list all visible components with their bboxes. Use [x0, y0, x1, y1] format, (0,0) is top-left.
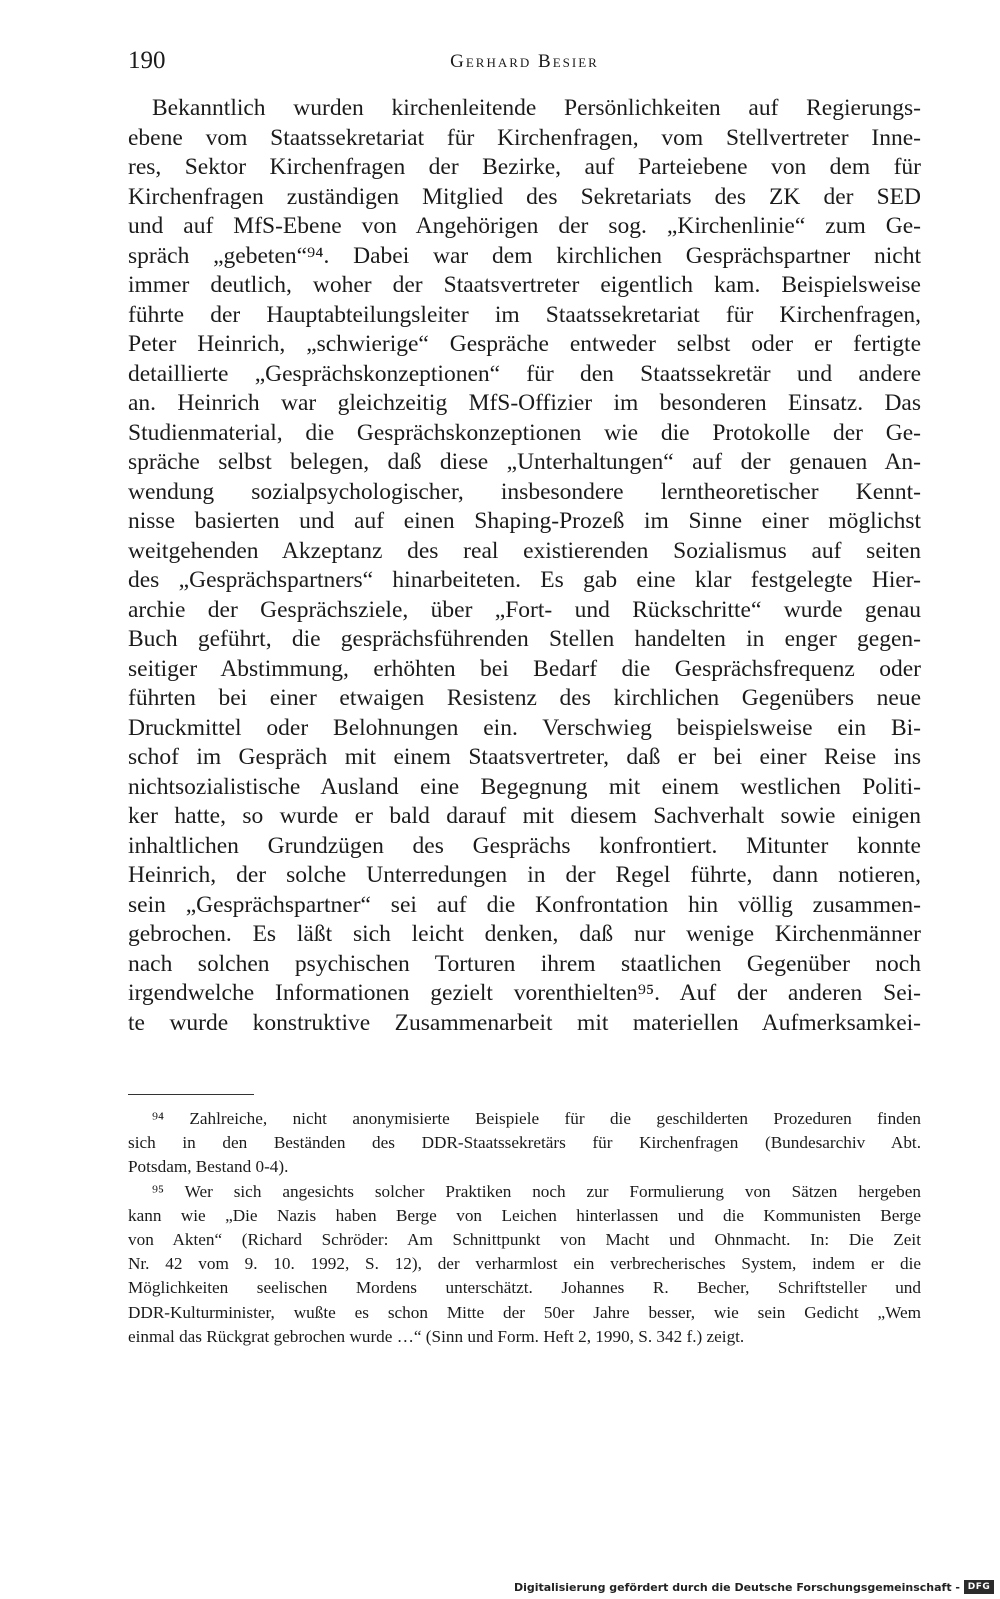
running-head: Gerhard Besier [450, 51, 599, 72]
body-line: Peter Heinrich, „schwierige“ Gespräche entweder selbst oder er fertigte [128, 331, 921, 357]
body-line: wendung sozialpsychologischer, insbesondere lerntheoretischer Kennt- [128, 478, 921, 505]
dfg-logo-icon: DFG [964, 1580, 994, 1594]
body-line: führten bei einer etwaigen Resistenz des kirchlichen Gegenübers neue [128, 685, 921, 711]
body-line: nach solchen psychischen Torturen ihrem staatlichen Gegenüber noch [128, 950, 921, 977]
footnote-line: ⁹⁴ Zahlreiche, nicht anonymisierte Beispiele für die geschilderten Prozeduren finden [152, 1109, 921, 1128]
footnote-line: ⁹⁵ Wer sich angesichts solcher Praktiken noch zur Formulierung von Sätzen hergeben [152, 1181, 921, 1201]
body-line: ebene vom Staatssekretariat für Kirchenfragen, vom Stellvertreter Inne- [128, 124, 921, 151]
body-line: sein „Gesprächspartner“ sei auf die Konfrontation hin völlig zusammen- [128, 891, 921, 918]
page-number: 190 [128, 47, 166, 74]
credit-text: Digitalisierung gefördert durch die Deutsche Forschungsgemeinschaft - [513, 1580, 960, 1594]
body-paragraph [128, 94, 921, 1038]
body-line: spräche selbst belegen, daß diese „Unterhaltungen“ auf der genauen An- [128, 449, 921, 475]
footnotes [128, 1107, 921, 1349]
body-line: te wurde konstruktive Zusammenarbeit mit materiellen Aufmerksamkei- [128, 1009, 921, 1036]
footnote-line: Nr. 42 vom 9. 10. 1992, S. 12), der verharmlost ein verbrecherisches System, indem er die [128, 1254, 921, 1274]
body-line: Kirchenfragen zuständigen Mitglied des Sekretariats des ZK der SED [128, 183, 921, 210]
digitization-credit [514, 1579, 994, 1595]
body-line: nichtsozialistische Ausland eine Begegnung mit einem westlichen Politi- [128, 773, 921, 800]
body-line: nisse basierten und auf einen Shaping-Prozeß im Sinne einer möglichst [128, 508, 921, 534]
body-line: weitgehenden Akzeptanz des real existierenden Sozialismus auf seiten [128, 537, 921, 564]
body-line: Studienmaterial, die Gesprächskonzeptionen wie die Protokolle der Ge- [128, 419, 921, 446]
footnote-line: einmal das Rückgrat gebrochen wurde …“ (Sinn und Form. Heft 2, 1990, S. 342 f.) zeigt. [128, 1326, 745, 1346]
body-line: irgendwelche Informationen gezielt vorenthielten⁹⁵. Auf der anderen Sei- [128, 980, 921, 1006]
body-line: Bekanntlich wurden kirchenleitende Persönlichkeiten auf Regierungs- [152, 95, 921, 121]
body-line: und auf MfS-Ebene von Angehörigen der sog. „Kirchenlinie“ zum Ge- [128, 213, 921, 239]
body-line: res, Sektor Kirchenfragen der Bezirke, auf Parteiebene von dem für [128, 154, 921, 180]
body-line: inhaltlichen Grundzügen des Gesprächs konfrontiert. Mitunter konnte [128, 832, 921, 859]
body-line: Heinrich, der solche Unterredungen in der Regel führte, dann notieren, [128, 862, 921, 888]
body-line: Druckmittel oder Belohnungen ein. Verschwieg beispielsweise ein Bi- [128, 714, 921, 741]
body-line: führte der Hauptabteilungsleiter im Staatssekretariat für Kirchenfragen, [128, 301, 921, 328]
body-line: seitiger Abstimmung, erhöhten bei Bedarf die Gesprächsfrequenz oder [128, 655, 921, 682]
body-line: spräch „gebeten“⁹⁴. Dabei war dem kirchlichen Gesprächspartner nicht [128, 242, 921, 269]
body-line: Buch geführt, die gesprächsführenden Stellen handelten in enger gegen- [128, 626, 921, 652]
body-line: ker hatte, so wurde er bald darauf mit diesem Sachverhalt sowie einigen [128, 803, 921, 829]
footnote-line: Potsdam, Bestand 0-4). [128, 1157, 289, 1177]
footnote-line: DDR-Kulturminister, wußte es schon Mitte der 50er Jahre besser, wie sein Gedicht „Wem [128, 1302, 921, 1322]
footnote-line: kann wie „Die Nazis haben Berge von Leichen hinterlassen und die Kommunisten Berge [128, 1205, 921, 1225]
body-line: an. Heinrich war gleichzeitig MfS-Offizier im besonderen Einsatz. Das [128, 390, 921, 416]
page-header [128, 46, 921, 80]
body-line: detaillierte „Gesprächskonzeptionen“ für den Staatssekretär und andere [128, 360, 921, 387]
body-line: gebrochen. Es läßt sich leicht denken, daß nur wenige Kirchenmänner [128, 921, 921, 947]
footnote-line: Möglichkeiten seelischen Mordens unterschätzt. Johannes R. Becher, Schriftsteller und [128, 1278, 921, 1298]
body-line: archie der Gesprächsziele, über „Fort- und Rückschritte“ wurde genau [128, 596, 921, 623]
footnote-line: von Akten“ (Richard Schröder: Am Schnittpunkt von Macht und Ohnmacht. In: Die Zeit [128, 1229, 921, 1249]
body-line: des „Gesprächspartners“ hinarbeiteten. Es gab eine klar festgelegte Hier- [128, 567, 921, 593]
body-line: schof im Gespräch mit einem Staatsvertreter, daß er bei einer Reise ins [128, 744, 921, 770]
footnote-separator [128, 1094, 254, 1095]
body-line: immer deutlich, woher der Staatsvertreter eigentlich kam. Beispielsweise [128, 272, 921, 298]
footnote-line: sich in den Beständen des DDR-Staatssekretärs für Kirchenfragen (Bundesarchiv Abt. [128, 1133, 921, 1153]
